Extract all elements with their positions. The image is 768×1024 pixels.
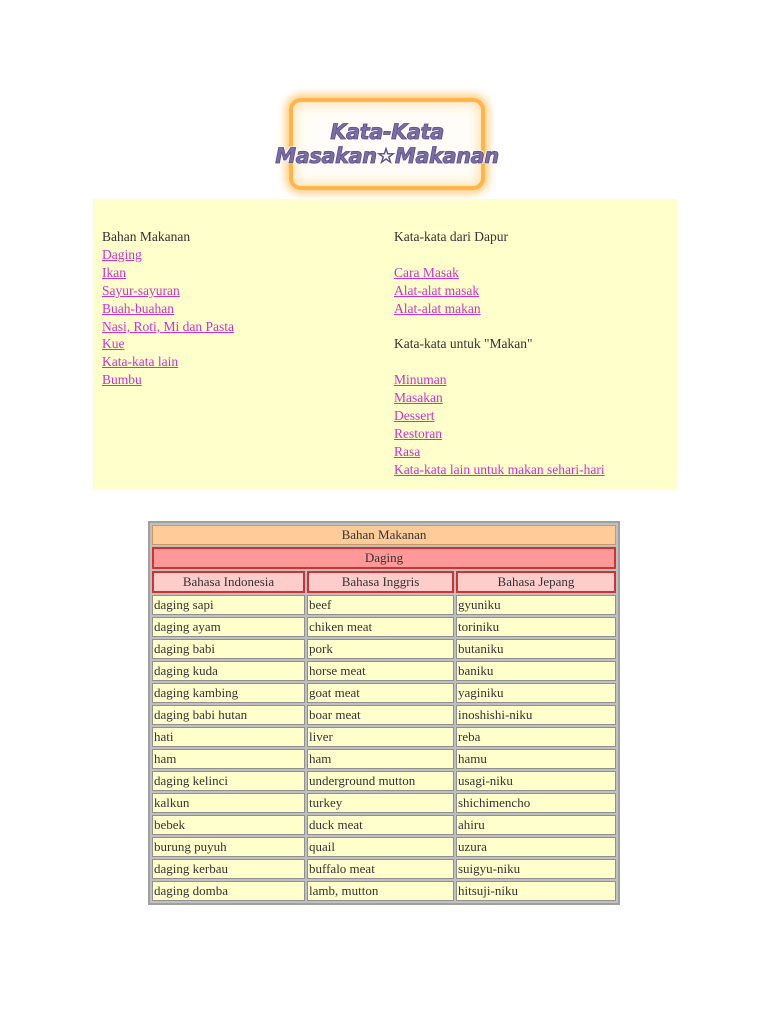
cell-inggris: duck meat <box>307 815 454 835</box>
cell-indonesia: hati <box>152 727 305 747</box>
cell-jepang: baniku <box>456 661 616 681</box>
cell-indonesia: daging kambing <box>152 683 305 703</box>
table-row <box>152 639 616 659</box>
cell-jepang: toriniku <box>456 617 616 637</box>
logo-line-1: Kata-Kata <box>330 120 444 144</box>
cell-inggris: horse meat <box>307 661 454 681</box>
cell-jepang: hamu <box>456 749 616 769</box>
nav-spacer <box>394 353 605 371</box>
cell-inggris: turkey <box>307 793 454 813</box>
column-header-inggris: Bahasa Inggris <box>307 571 454 593</box>
nav-link-restoran[interactable]: Restoran <box>394 425 442 441</box>
nav-link-dessert[interactable]: Dessert <box>394 408 435 424</box>
cell-indonesia: kalkun <box>152 793 305 813</box>
column-header-indonesia: Bahasa Indonesia <box>152 571 305 593</box>
cell-indonesia: daging kelinci <box>152 771 305 791</box>
nav-heading-kitchen: Kata-kata dari Dapur <box>394 229 508 244</box>
cell-inggris: ham <box>307 749 454 769</box>
nav-link-kata-lain[interactable]: Kata-kata lain <box>102 354 179 370</box>
category-navigation <box>93 199 677 489</box>
cell-indonesia: daging babi hutan <box>152 705 305 725</box>
nav-link-buah[interactable]: Buah-buahan <box>102 300 174 316</box>
cell-inggris: pork <box>307 639 454 659</box>
cell-jepang: suigyu-niku <box>456 859 616 879</box>
nav-spacer <box>394 318 605 336</box>
cell-jepang: ahiru <box>456 815 616 835</box>
cell-inggris: buffalo meat <box>307 859 454 879</box>
nav-link-minuman[interactable]: Minuman <box>394 372 447 388</box>
nav-link-daging[interactable]: Daging <box>102 246 142 262</box>
cell-indonesia: daging kerbau <box>152 859 305 879</box>
cell-inggris: boar meat <box>307 705 454 725</box>
cell-indonesia: daging domba <box>152 881 305 901</box>
nav-link-cara-masak[interactable]: Cara Masak <box>394 264 459 280</box>
nav-link-alat-makan[interactable]: Alat-alat makan <box>394 300 481 316</box>
table-row <box>152 837 616 857</box>
nav-link-alat-masak[interactable]: Alat-alat masak <box>394 282 480 298</box>
table-title-row <box>152 525 616 545</box>
cell-indonesia: daging babi <box>152 639 305 659</box>
cell-jepang: usagi-niku <box>456 771 616 791</box>
logo-line-2: Masakan☆Makanan <box>275 144 499 168</box>
cell-inggris: liver <box>307 727 454 747</box>
table-title: Bahan Makanan <box>152 525 616 545</box>
nav-column-ingredients <box>102 228 234 389</box>
vocabulary-table <box>148 521 620 905</box>
nav-link-masakan[interactable]: Masakan <box>394 390 443 406</box>
table-row <box>152 661 616 681</box>
nav-link-sehari-hari[interactable]: Kata-kata lain untuk makan sehari-hari <box>394 461 605 477</box>
table-row <box>152 705 616 725</box>
site-logo <box>275 98 499 190</box>
nav-link-ikan[interactable]: Ikan <box>102 264 126 280</box>
table-row <box>152 859 616 879</box>
cell-inggris: underground mutton <box>307 771 454 791</box>
cell-indonesia: daging sapi <box>152 595 305 615</box>
cell-jepang: gyuniku <box>456 595 616 615</box>
nav-link-kue[interactable]: Kue <box>102 336 125 352</box>
table-row <box>152 727 616 747</box>
table-category-row <box>152 547 616 569</box>
cell-jepang: reba <box>456 727 616 747</box>
table-row <box>152 683 616 703</box>
cell-jepang: butaniku <box>456 639 616 659</box>
cell-inggris: goat meat <box>307 683 454 703</box>
cell-jepang: yaginiku <box>456 683 616 703</box>
table-row <box>152 793 616 813</box>
cell-inggris: chiken meat <box>307 617 454 637</box>
table-header-row <box>152 571 616 593</box>
table-row <box>152 617 616 637</box>
cell-jepang: inoshishi-niku <box>456 705 616 725</box>
table-row <box>152 815 616 835</box>
cell-indonesia: burung puyuh <box>152 837 305 857</box>
cell-jepang: uzura <box>456 837 616 857</box>
cell-jepang: shichimencho <box>456 793 616 813</box>
nav-link-sayur[interactable]: Sayur-sayuran <box>102 282 180 298</box>
cell-indonesia: ham <box>152 749 305 769</box>
cell-indonesia: daging kuda <box>152 661 305 681</box>
cell-inggris: beef <box>307 595 454 615</box>
nav-heading-makan: Kata-kata untuk "Makan" <box>394 336 533 352</box>
nav-spacer <box>394 246 605 264</box>
column-header-jepang: Bahasa Jepang <box>456 571 616 593</box>
nav-heading-ingredients: Bahan Makanan <box>102 229 191 244</box>
nav-link-nasi-roti[interactable]: Nasi, Roti, Mi dan Pasta <box>102 318 234 334</box>
cell-inggris: quail <box>307 837 454 857</box>
nav-link-bumbu[interactable]: Bumbu <box>102 372 142 388</box>
table-row <box>152 771 616 791</box>
table-category: Daging <box>152 547 616 569</box>
nav-link-rasa[interactable]: Rasa <box>394 443 421 459</box>
nav-column-kitchen <box>394 228 605 479</box>
table-row <box>152 881 616 901</box>
cell-indonesia: bebek <box>152 815 305 835</box>
cell-inggris: lamb, mutton <box>307 881 454 901</box>
table-row <box>152 749 616 769</box>
cell-indonesia: daging ayam <box>152 617 305 637</box>
cell-jepang: hitsuji-niku <box>456 881 616 901</box>
table-row <box>152 595 616 615</box>
